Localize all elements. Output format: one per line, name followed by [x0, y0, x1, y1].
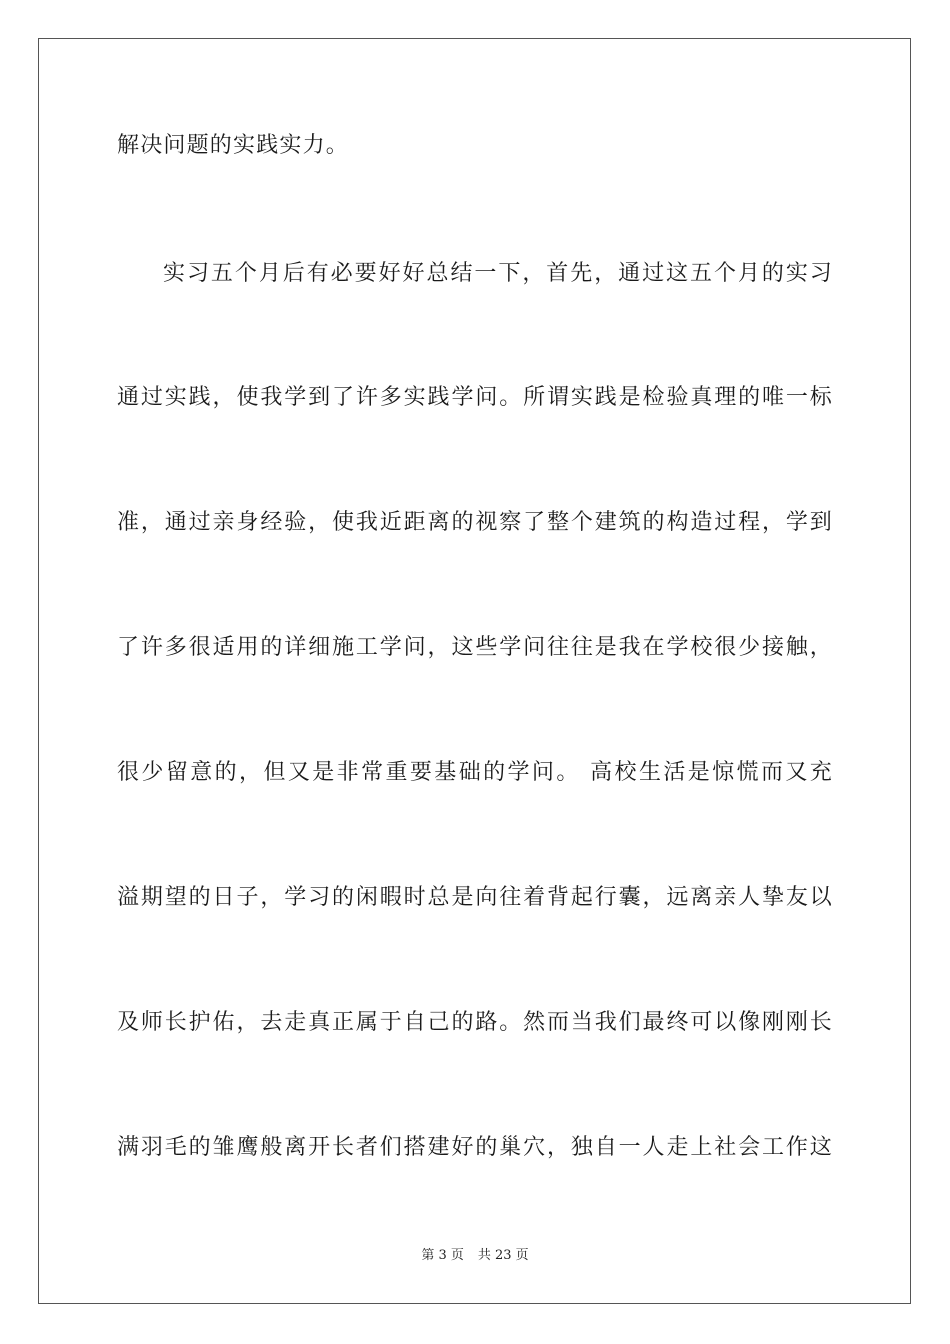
text-line: 满羽毛的雏鹰般离开长者们搭建好的巢穴，独自一人走上社会工作这 — [117, 1135, 833, 1160]
text-line: 解决问题的实践实力。 — [117, 133, 350, 158]
text-line: 溢期望的日子，学习的闲暇时总是向往着背起行囊，远离亲人挚友以 — [117, 885, 833, 910]
page-total: 共 23 页 — [477, 1248, 529, 1263]
page-footer — [0, 1247, 950, 1265]
page-border — [38, 38, 911, 1304]
page-number: 第 3 页 — [421, 1248, 464, 1263]
text-line: 很少留意的，但又是非常重要基础的学问。 高校生活是惊慌而又充 — [117, 760, 833, 785]
text-line: 及师长护佑，去走真正属于自己的路。然而当我们最终可以像刚刚长 — [117, 1010, 833, 1035]
text-line: 准，通过亲身经验，使我近距离的视察了整个建筑的构造过程，学到 — [117, 510, 833, 535]
paragraph-start-line: 实习五个月后有必要好好总结一下，首先，通过这五个月的实习 — [163, 261, 833, 286]
text-line: 了许多很适用的详细施工学问，这些学问往往是我在学校很少接触， — [117, 635, 833, 660]
text-line: 通过实践，使我学到了许多实践学问。所谓实践是检验真理的唯一标 — [117, 385, 833, 410]
